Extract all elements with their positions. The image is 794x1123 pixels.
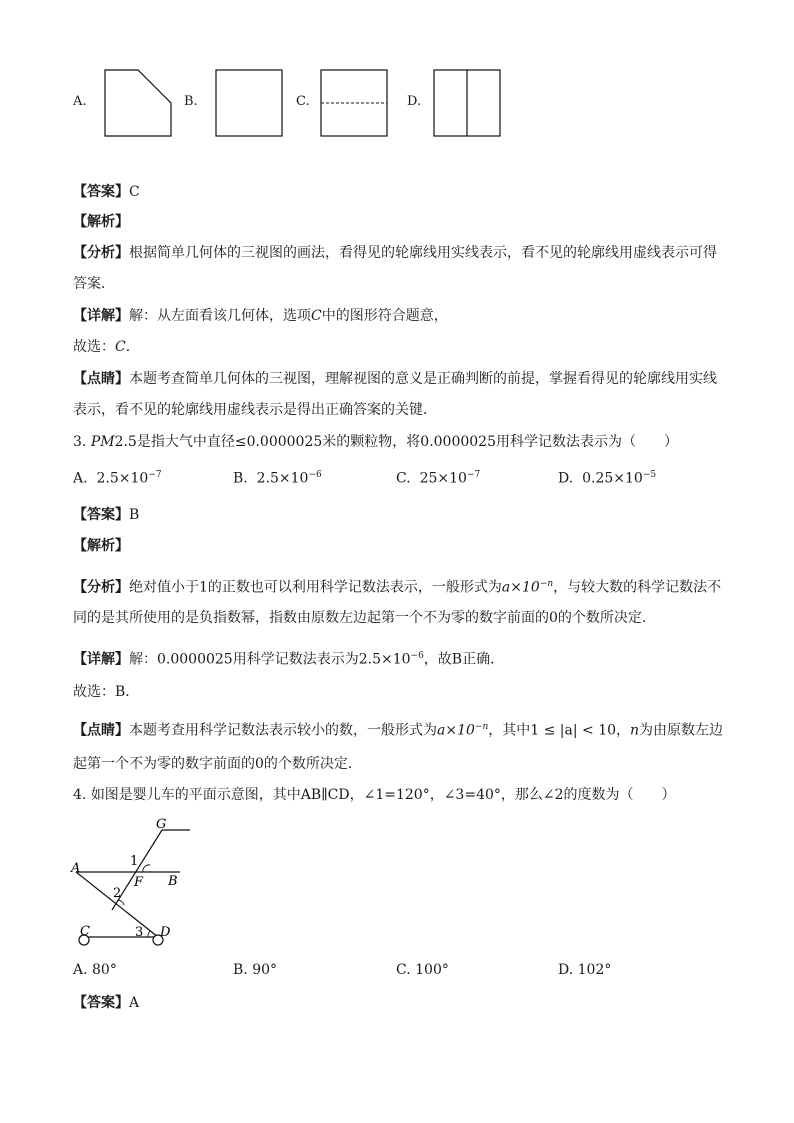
xiangjie-tag: 【详解】 <box>73 651 129 668</box>
q4-stem-text: 如图是婴儿车的平面示意图，其中AB∥CD，∠1=120°，∠3=40°，那么∠2的度数为（ ） <box>90 787 676 803</box>
xiangjie-formula: 2.5×10 <box>358 651 411 668</box>
xiangjie-tag: 【详解】 <box>73 308 129 324</box>
option-base: 2.5×10 <box>256 470 309 487</box>
q2-xiangjie <box>73 306 448 326</box>
fenxi-tag: 【分析】 <box>73 579 129 596</box>
q2-option-a-label: A. <box>73 94 87 109</box>
q2-dianjing-line2: 表示，看不见的轮廓线用虚线表示是得出正确答案的关键． <box>73 402 437 418</box>
q2-analysis-header: 【解析】 <box>73 214 129 230</box>
option-base: 25×10 <box>419 470 467 487</box>
q3-dianjing-line1 <box>73 717 723 741</box>
option-exp: −7 <box>466 470 481 480</box>
q4-option-a <box>73 962 117 978</box>
angle-1-arc <box>143 865 150 872</box>
dianjing-pre: 本题考查用科学记数法表示较小的数，一般形式为 <box>129 722 437 739</box>
guxuan-pre: 故选： <box>73 339 115 355</box>
q2-dianjing-line1 <box>73 369 717 389</box>
dianjing-mid: ，其中 <box>488 722 531 739</box>
xiangjie-pre: 解：从左面看该几何体，选项 <box>129 308 311 324</box>
xiangjie-exp: −6 <box>410 651 424 661</box>
option-label: A. <box>73 470 88 487</box>
option-label: B. <box>233 962 248 978</box>
option-base: 0.25×10 <box>582 470 643 487</box>
label-c: C <box>80 924 90 939</box>
q2-option-c-shape <box>320 69 388 137</box>
q3-analysis-header: 【解析】 <box>73 538 129 554</box>
xiangjie-post: ，故B正确． <box>423 651 505 668</box>
dianjing-tag: 【点睛】 <box>73 722 129 739</box>
option-value: 102° <box>577 962 612 978</box>
fenxi-formula: a×10 <box>501 579 540 596</box>
q3-number: 3. <box>73 434 87 450</box>
option-base: 2.5×10 <box>96 470 149 487</box>
q4-number: 4. <box>73 787 87 803</box>
q3-fenxi-line2: 同的是其所使用的是负指数幂，指数由原数左边起第一个不为零的数字前面的0的个数所决定． <box>73 610 656 626</box>
xiangjie-post: 中的图形符合题意， <box>321 308 448 324</box>
q3-guxuan: 故选：B． <box>73 684 140 700</box>
option-label: A. <box>73 962 88 978</box>
label-f: F <box>134 875 144 890</box>
q2-option-b-shape <box>215 69 283 137</box>
dianjing-formula: a×10 <box>437 722 475 739</box>
q2-guxuan <box>73 337 140 357</box>
dianjing-n: n <box>630 722 640 739</box>
fenxi-text: 根据简单几何体的三视图的画法，看得见的轮廓线用实线表示，看不见的轮廓线用虚线表示可得 <box>129 245 717 261</box>
q4-option-c <box>396 962 449 978</box>
q2-fenxi-line2: 答案． <box>73 276 115 292</box>
q3-fenxi-line1 <box>73 574 721 598</box>
label-angle-2: 2 <box>113 886 122 901</box>
dianjing-text: 本题考查简单几何体的三视图，理解视图的意义是正确判断的前提，掌握看得见的轮廓线用实线 <box>129 371 717 387</box>
fenxi-exp: −n <box>539 579 554 589</box>
q3-stem-text: 2.5是指大气中直径≤0.0000025米的颗粒物，将0.0000025用科学记数法表示为（ ） <box>114 434 678 450</box>
answer-value: A <box>129 995 140 1011</box>
q4-answer <box>73 993 139 1013</box>
option-label: D. <box>558 962 574 978</box>
option-label: C. <box>396 470 411 487</box>
q3-option-c <box>396 470 480 487</box>
xiangjie-var: C <box>311 308 322 324</box>
dianjing-comma: ， <box>616 722 631 739</box>
dianjing-tag: 【点睛】 <box>73 371 129 387</box>
q3-option-a <box>73 470 162 487</box>
option-exp: −7 <box>148 470 162 480</box>
q2-option-d-label: D. <box>407 94 422 109</box>
stroller-figure <box>70 812 200 952</box>
option-label: B. <box>233 470 248 487</box>
label-b: B <box>168 874 178 889</box>
answer-tag: 【答案】 <box>73 995 129 1011</box>
dianjing-exp: −n <box>474 722 489 732</box>
label-a: A <box>71 861 81 876</box>
q4-stem <box>73 785 676 805</box>
q3-dianjing-line2: 起第一个不为零的数字前面的0的个数所决定． <box>73 756 362 772</box>
q4-option-d <box>558 962 611 978</box>
option-label: D. <box>558 470 574 487</box>
q2-option-d-shape <box>433 69 501 137</box>
label-angle-3: 3 <box>135 925 144 940</box>
xiangjie-pre: 解：0.0000025用科学记数法表示为 <box>129 651 359 668</box>
option-value: 100° <box>415 962 449 978</box>
option-value: 90° <box>252 962 278 978</box>
q3-answer <box>73 505 139 525</box>
option-exp: −5 <box>642 470 657 480</box>
option-exp: −6 <box>308 470 322 480</box>
fenxi-pre: 绝对值小于1的正数也可以利用科学记数法表示，一般形式为 <box>129 579 502 596</box>
fenxi-tag: 【分析】 <box>73 245 129 261</box>
guxuan-var: C <box>115 339 126 355</box>
option-label: C. <box>396 962 411 978</box>
dianjing-post: 为由原数左边 <box>639 722 724 739</box>
label-g: G <box>156 817 167 832</box>
answer-tag: 【答案】 <box>73 507 129 523</box>
q2-option-b-label: B. <box>184 94 198 109</box>
guxuan-post: ． <box>125 339 140 355</box>
q2-option-c-label: C. <box>296 94 310 109</box>
q2-fenxi-line1 <box>73 243 717 263</box>
answer-value: B <box>129 507 140 523</box>
q2-option-a-shape <box>104 69 172 137</box>
option-value: 80° <box>92 962 117 978</box>
answer-tag: 【答案】 <box>73 184 129 200</box>
q3-stem <box>73 432 678 452</box>
label-d: D <box>160 925 171 940</box>
answer-value: C <box>129 184 140 200</box>
fenxi-post: ，与较大数的科学记数法不 <box>553 579 722 596</box>
label-angle-1: 1 <box>130 854 139 869</box>
dianjing-ineq: 1 ≤ |a| < 10 <box>530 722 617 739</box>
angle-3-arc <box>148 931 150 937</box>
q2-answer <box>73 182 140 202</box>
q3-option-d <box>558 470 656 487</box>
q4-option-b <box>233 962 277 978</box>
q3-pm: PM <box>90 434 115 450</box>
q3-option-b <box>233 470 322 487</box>
q3-xiangjie <box>73 646 504 670</box>
